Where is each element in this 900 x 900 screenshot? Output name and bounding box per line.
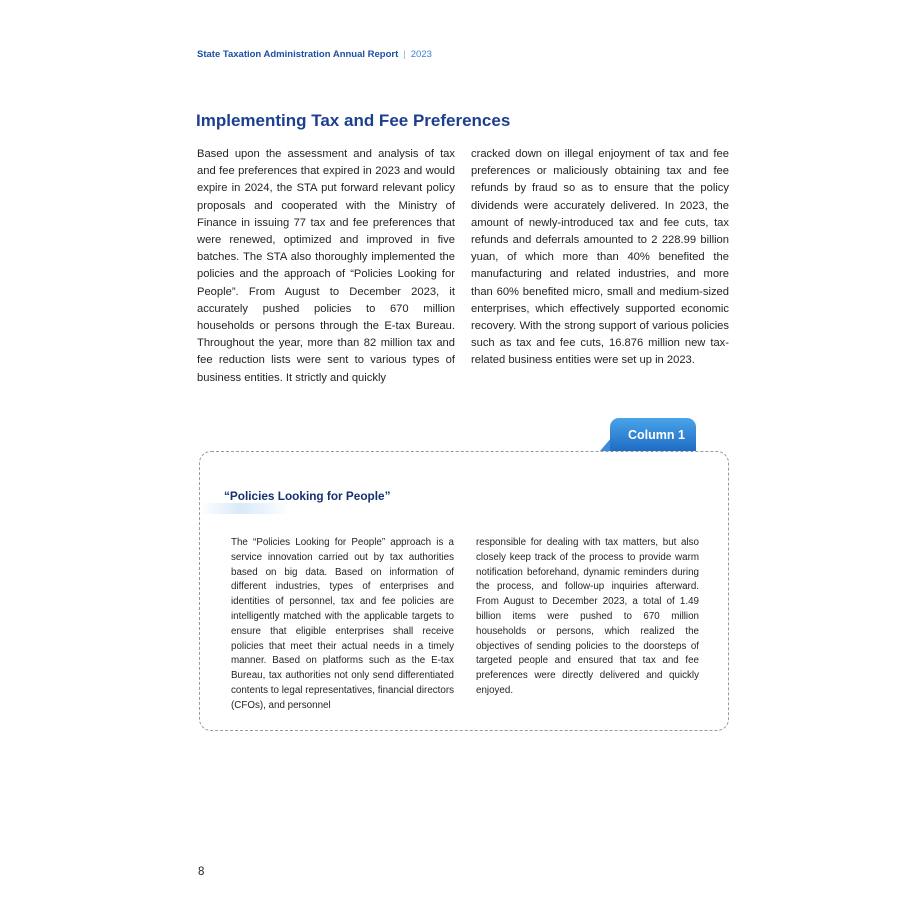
running-head-title: State Taxation Administration Annual Report [197, 49, 399, 60]
column-tab-label: Column 1 [628, 428, 685, 442]
body-paragraph-left: Based upon the assessment and analysis of tax and fee preferences that expired in 2023 and would expire in 2024, the STA put forward relevant policy proposals and cooperated with the Ministry of Finance in issuing 77 tax and fee preferences that were renewed, optimized and improved in five batches. The STA also thoroughly implemented the policies and the approach of “Policies Looking for People”. From August to December 2023, it accurately pushed policies to 670 million households or persons through the E-tax Bureau. Throughout the year, more than 82 million tax and fee reduction lists were sent to various types of business entities. It strictly and quickly [197, 148, 455, 384]
running-head [197, 49, 432, 60]
body-paragraph-right: cracked down on illegal enjoyment of tax and fee preferences or maliciously obtaining tax and fee refunds by fraud so as to ensure that the policy dividends were accurately delivered. In 2023, the amount of newly-introduced tax and fee cuts, tax refunds and deferrals amounted to 2 228.99 billion yuan, of which more than 40% benefited the manufacturing and related industries, and more than 60% benefited micro, small and medium-sized enterprises, which effectively supported economic recovery. With the strong support of various policies such as tax and fee cuts, 16.876 million new tax-related business entities were set up in 2023. [471, 148, 729, 367]
running-head-year: 2023 [410, 49, 432, 60]
box-heading-highlight [200, 503, 290, 514]
column-box-paragraph-right: responsible for dealing with tax matters, but also closely keep track of the process to provide warm notification beforehand, dynamic reminders during the process, and follow-up inquiries afterward. From August to December 2023, a total of 1.49 billion items were pushed to 670 million households or persons, which realized the objectives of sending policies to the doorsteps of targeted people and ensured that tax and fee preferences were directly delivered and quickly enjoyed. [476, 537, 699, 696]
running-head-separator: | [403, 49, 406, 60]
page-number: 8 [198, 866, 205, 878]
section-title: Implementing Tax and Fee Preferences [196, 111, 511, 130]
column-box-paragraph-left: The “Policies Looking for People” approach is a service innovation carried out by tax authorities based on big data. Based on information of different industries, types of enterprises and identities of personnel, tax and fee policies are intelligently matched with the applicable targets to ensure that eligible enterprises shall receive policies that meet their actual needs in a timely manner. Based on platforms such as the E-tax Bureau, tax authorities not only send differentiated contents to legal representatives, financial directors (CFOs), and personnel [231, 537, 454, 711]
column-box-heading: “Policies Looking for People” [224, 489, 391, 503]
